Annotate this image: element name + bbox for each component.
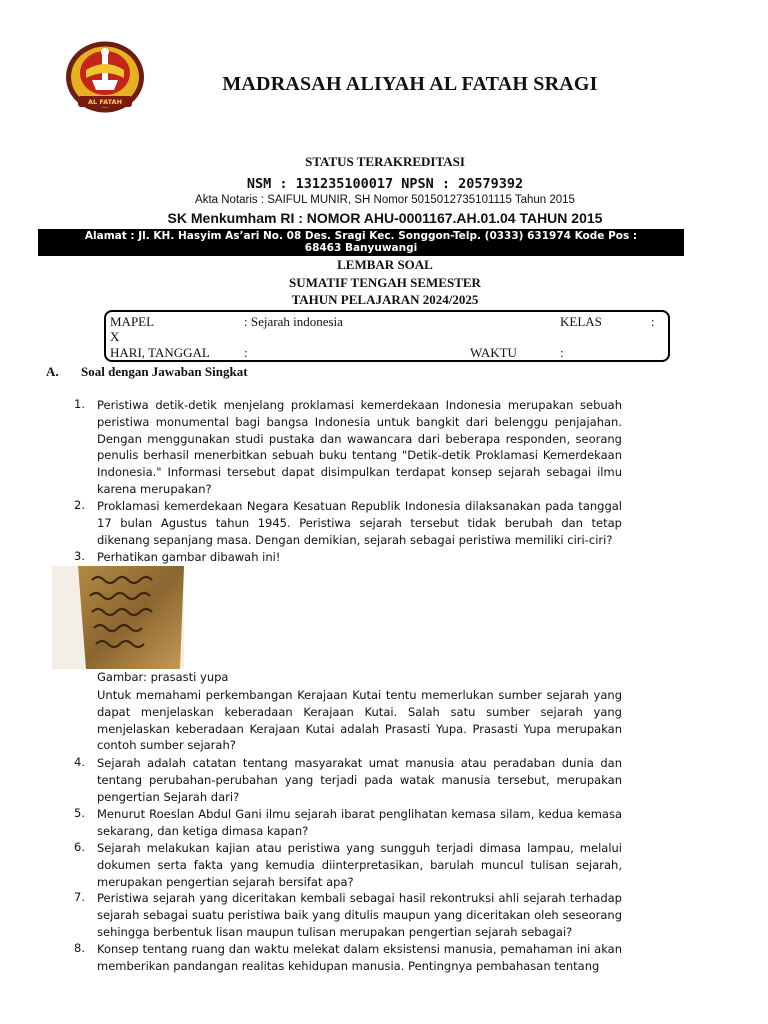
question-number: 6.	[74, 840, 85, 854]
title-lembar-soal: LEMBAR SOAL	[337, 257, 433, 272]
kelas-colon: :	[651, 314, 655, 329]
question-number: 4.	[74, 755, 85, 769]
question-number: 8.	[74, 941, 85, 955]
title-tahun-pelajaran: TAHUN PELAJARAN 2024/2025	[291, 292, 479, 307]
logo-text: AL FATAH	[87, 98, 123, 106]
address-bar	[38, 229, 684, 256]
sk-menkumham: SK Menkumham RI : NOMOR AHU-0001167.AH.01.04 TAHUN 2015	[167, 210, 603, 226]
title-sumatif: SUMATIF TENGAH SEMESTER	[289, 274, 481, 290]
question-number: 5.	[74, 806, 85, 820]
school-name: MADRASAH ALIYAH AL FATAH SRAGI	[222, 73, 598, 95]
question-text: Konsep tentang ruang dan waktu melekat dalam eksistensi manusia, pemahaman ini akan memberikan pandangan realitas kehidupan manusia. Pentingnya pembahasan tentang	[97, 942, 622, 973]
question-number: 7.	[74, 890, 85, 904]
question-number: 1.	[74, 397, 85, 411]
question-number: 2.	[74, 498, 85, 512]
exam-info-box	[104, 310, 670, 362]
section-title: Soal dengan Jawaban Singkat	[81, 364, 248, 379]
mapel-label: MAPEL	[110, 314, 155, 329]
kelas-label: KELAS	[560, 314, 602, 329]
waktu-colon: :	[560, 345, 564, 360]
question-text: Menurut Roeslan Abdul Gani ilmu sejarah ibarat penglihatan kemasa silam, kedua kemasa sekarang, dan ketiga dimasa kapan?	[97, 807, 622, 838]
address-line-1: Alamat : Jl. KH. Hasyim As’ari No. 08 Des. Sragi Kec. Songgon-Telp. (0333) 631974 Kode Pos :	[84, 230, 638, 242]
mapel-value: : Sejarah indonesia	[244, 314, 343, 329]
question-text: Peristiwa detik-detik menjelang proklamasi kemerdekaan Indonesia merupakan sebuah peristiwa monumental bagi bangsa Indonesia untuk bangkit dari belenggu penjajahan. Dengan menggunakan studi pustaka dan wawancara dari beberapa responden, seorang penulis berhasil menerbitkan sebuah buku tentang "Detik-detik Proklamasi Kemerdekaan Indonesia." Informasi tersebut dapat disimpulkan terdapat konsep sejarah sebagai ilmu karena merupakan?	[97, 398, 622, 496]
nsm-npsn: NSM : 131235100017 NPSN : 20579392	[246, 176, 524, 192]
address-line-2: 68463 Banyuwangi	[304, 242, 418, 254]
accreditation-status: STATUS TERAKREDITASI	[305, 154, 465, 169]
question-text: Untuk memahami perkembangan Kerajaan Kutai tentu memerlukan sumber sejarah yang dapat menjelaskan keberadaan Kerajaan Kutai. Salah satu sumber sejarah yang menjelaskan keberadaan Kerajaan Kutai adalah Prasasti Yupa. Prasasti Yupa merupakan contoh sumber sejarah?	[97, 688, 622, 753]
question-text: Peristiwa sejarah yang diceritakan kembali sebagai hasil rekontruksi ahli sejarah terhadap sejarah sebagai suatu peristiwa baik yang ditulis maupun yang diceritakan oleh seseorang sehingga berbentuk lisan maupun tulisan merupakan pengertian sejarah sebagai?	[97, 891, 622, 939]
question-text: Perhatikan gambar dibawah ini!	[97, 550, 281, 564]
image-caption: Gambar: prasasti yupa	[97, 670, 229, 684]
question-text: Sejarah melakukan kajian atau peristiwa yang sungguh terjadi dimasa lampau, melalui dokumen serta fakta yang kemudia diinterpretasikan, barulah muncul tulisan sejarah, merupakan pengertian sejarah bersifat apa?	[97, 841, 622, 889]
question-text: Proklamasi kemerdekaan Negara Kesatuan Republik Indonesia dilaksanakan pada tanggal 17 bulan Agustus tahun 1945. Peristiwa sejarah tersebut tidak berubah dan tetap dikenang sepanjang masa. Dengan demikian, sejarah sebagai peristiwa memiliki ciri-ciri?	[97, 499, 622, 547]
kelas-value: X	[110, 329, 120, 344]
exam-titles	[200, 256, 570, 309]
akta-notaris: Akta Notaris : SAIFUL MUNIR, SH Nomor 5015012735101115 Tahun 2015	[195, 194, 575, 206]
hari-tanggal-colon: :	[244, 345, 248, 360]
waktu-label: WAKTU	[470, 345, 517, 360]
question-text: Sejarah adalah catatan tentang masyarakat umat manusia atau peradaban dunia dan tentang perubahan-perubahan yang terjadi pada watak manusia tersebut, merupakan pengertian Sejarah dari?	[97, 756, 622, 804]
hari-tanggal-label: HARI, TANGGAL	[110, 345, 210, 360]
school-logo	[64, 40, 146, 114]
section-letter: A.	[46, 364, 59, 379]
prasasti-yupa-image	[52, 566, 212, 669]
question-number: 3.	[74, 549, 85, 563]
